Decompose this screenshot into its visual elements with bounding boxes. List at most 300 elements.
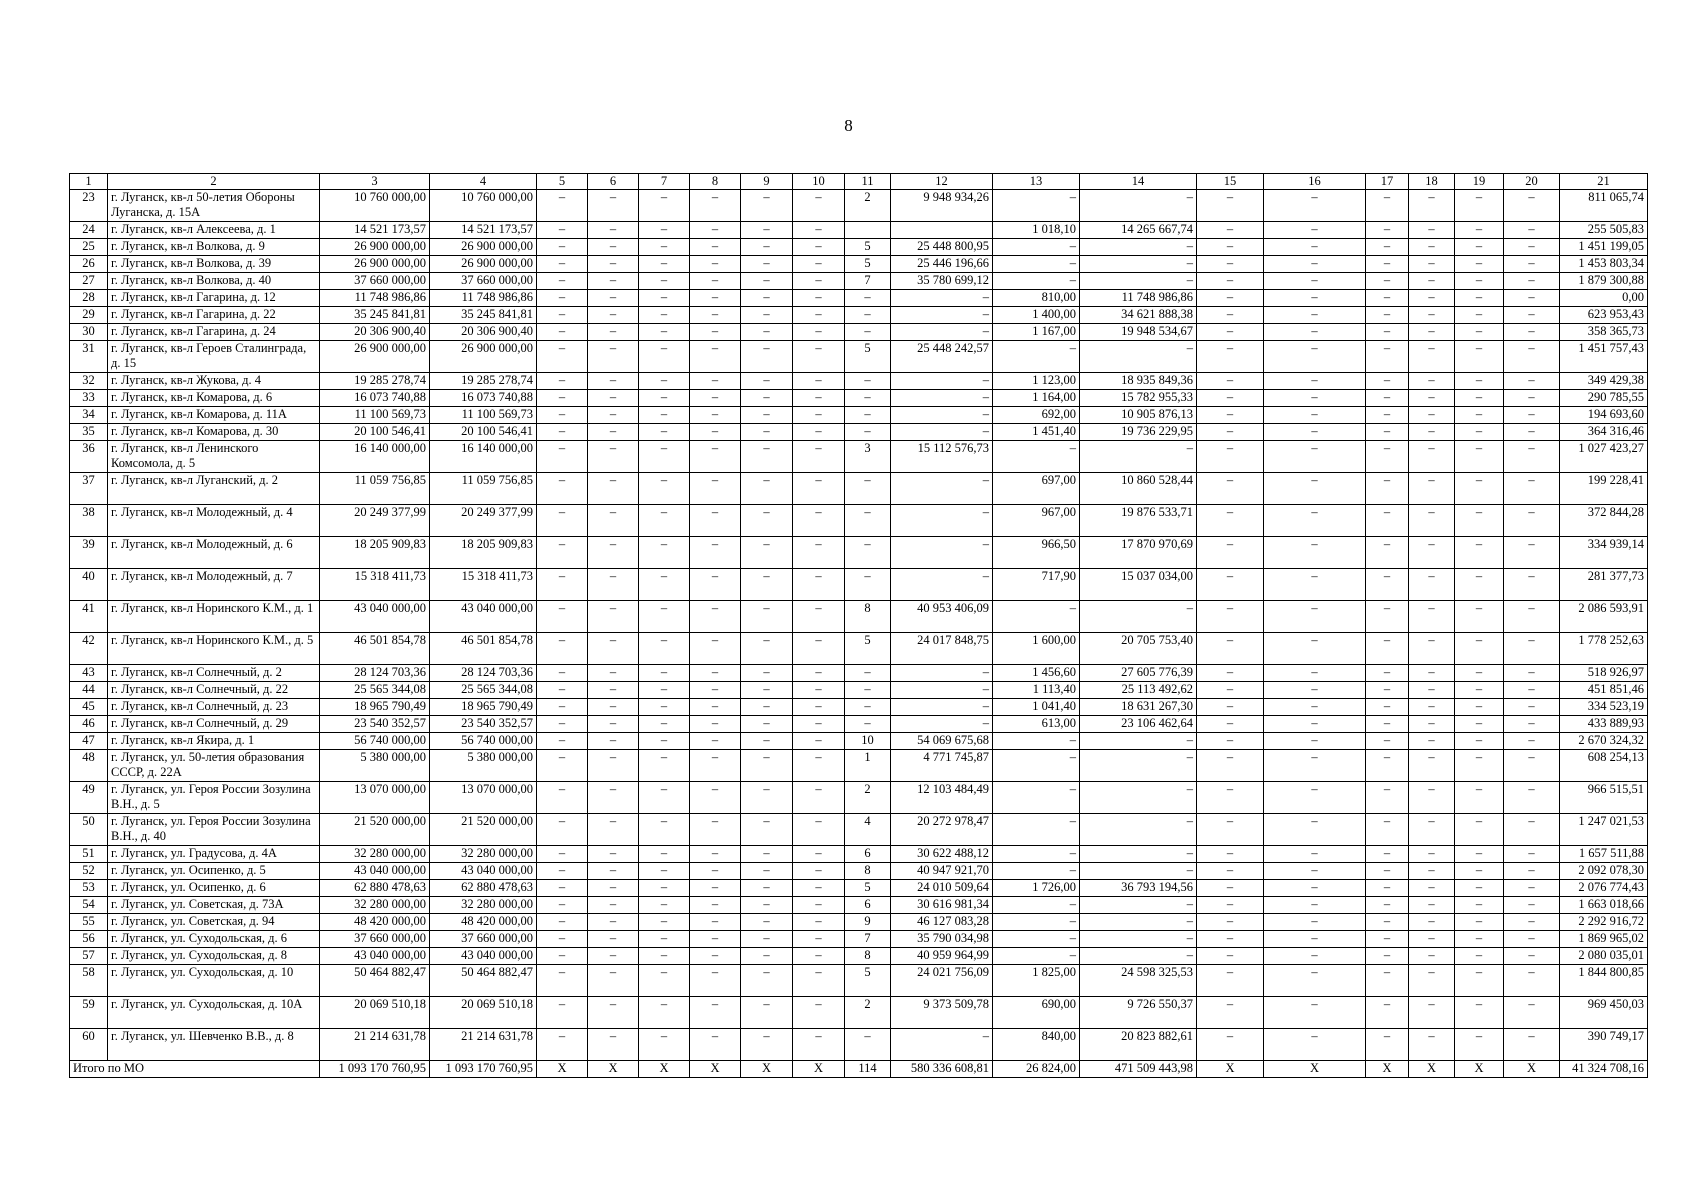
address-cell: г. Луганск, кв-л Комарова, д. 30 [108,424,320,441]
dash-cell: – [1409,473,1455,505]
value-cell: 21 520 000,00 [320,814,430,846]
dash-cell: – [537,716,588,733]
table-row [70,190,1648,222]
dash-cell: – [639,407,690,424]
dash-cell: – [639,569,690,601]
count-cell: – [845,324,891,341]
address-cell: г. Луганск, кв-л 50-летия Обороны Луганска, д. 15А [108,190,320,222]
dash-cell: – [639,341,690,373]
dash-cell: – [639,1029,690,1061]
dash-cell: – [1455,390,1504,407]
dash-cell: – [741,880,793,897]
dash-cell: – [690,846,741,863]
dash-cell: – [1455,273,1504,290]
dash-cell: – [741,682,793,699]
dash-cell: – [1504,782,1560,814]
dash-cell: – [793,222,845,239]
dash-cell: – [1455,880,1504,897]
table-row [70,716,1648,733]
value-cell: 19 285 278,74 [430,373,537,390]
value-cell: 25 446 196,66 [891,256,993,273]
dash-cell: – [1409,931,1455,948]
table-row [70,1029,1648,1061]
dash-cell: – [741,273,793,290]
value-cell: 35 245 841,81 [320,307,430,324]
value-cell: 2 092 078,30 [1560,863,1648,880]
table-row [70,948,1648,965]
dash-cell: – [793,537,845,569]
table-row [70,222,1648,239]
value-cell: 15 318 411,73 [320,569,430,601]
value-cell: 9 948 934,26 [891,190,993,222]
dash-cell: – [537,601,588,633]
dash-cell: – [537,948,588,965]
address-cell: г. Луганск, кв-л Солнечный, д. 23 [108,699,320,716]
dash-cell: – [588,390,639,407]
table-row [70,441,1648,473]
dash-cell: – [1455,863,1504,880]
dash-cell: – [1264,814,1366,846]
count-cell: 2 [845,190,891,222]
dash-cell: – [1197,222,1264,239]
area-cell: – [993,846,1080,863]
table-row [70,407,1648,424]
dash-cell: – [1264,914,1366,931]
value-cell: 12 103 484,49 [891,782,993,814]
area-cell: 1 600,00 [993,633,1080,665]
dash-cell: – [1504,601,1560,633]
dash-cell: – [1197,190,1264,222]
table-body [70,174,1648,1078]
dash-cell: – [537,914,588,931]
area-cell: – [993,750,1080,782]
dash-cell: – [1264,373,1366,390]
address-cell: г. Луганск, кв-л Норинского К.М., д. 1 [108,601,320,633]
dash-cell: – [1504,473,1560,505]
dash-cell: – [1197,407,1264,424]
dash-cell: – [741,239,793,256]
column-header: 15 [1197,174,1264,190]
dash-cell: – [793,190,845,222]
value-cell: 15 037 034,00 [1080,569,1197,601]
dash-cell: – [1197,965,1264,997]
dash-cell: – [690,569,741,601]
dash-cell: – [639,441,690,473]
value-cell: – [1080,931,1197,948]
dash-cell: – [588,273,639,290]
dash-cell: – [1504,814,1560,846]
dash-cell: – [1264,665,1366,682]
dash-cell: – [537,569,588,601]
dash-cell: – [537,273,588,290]
area-cell: – [993,863,1080,880]
column-header: 17 [1366,174,1409,190]
x-cell: X [1504,1061,1560,1078]
dash-cell: – [793,441,845,473]
dash-cell: – [1409,273,1455,290]
column-header: 14 [1080,174,1197,190]
dash-cell: – [741,733,793,750]
total-value-cell: 1 093 170 760,95 [320,1061,430,1078]
count-cell: 7 [845,931,891,948]
dash-cell: – [1455,814,1504,846]
table-row [70,537,1648,569]
dash-cell: – [1366,473,1409,505]
value-cell: 37 660 000,00 [430,931,537,948]
table-row [70,931,1648,948]
dash-cell: – [1197,307,1264,324]
dash-cell: – [1197,473,1264,505]
dash-cell: – [741,424,793,441]
count-cell: – [845,424,891,441]
dash-cell: – [639,256,690,273]
value-cell: 40 953 406,09 [891,601,993,633]
row-number-cell: 56 [70,931,108,948]
row-number-cell: 32 [70,373,108,390]
dash-cell: – [1455,324,1504,341]
dash-cell: – [1455,665,1504,682]
row-number-cell: 26 [70,256,108,273]
value-cell: 26 900 000,00 [430,256,537,273]
dash-cell: – [1366,290,1409,307]
dash-cell: – [1264,537,1366,569]
dash-cell: – [1197,256,1264,273]
value-cell: 48 420 000,00 [320,914,430,931]
dash-cell: – [588,914,639,931]
dash-cell: – [537,424,588,441]
value-cell: 15 782 955,33 [1080,390,1197,407]
dash-cell: – [1504,914,1560,931]
area-cell: 1 400,00 [993,307,1080,324]
dash-cell: – [741,699,793,716]
dash-cell: – [1264,307,1366,324]
area-cell: – [993,782,1080,814]
dash-cell: – [1264,424,1366,441]
value-cell: 18 631 267,30 [1080,699,1197,716]
count-cell: 9 [845,914,891,931]
dash-cell: – [588,750,639,782]
area-cell: – [993,190,1080,222]
dash-cell: – [690,390,741,407]
value-cell: – [1080,190,1197,222]
value-cell: – [891,569,993,601]
dash-cell: – [1504,633,1560,665]
dash-cell: – [1366,997,1409,1029]
dash-cell: – [537,537,588,569]
dash-cell: – [1504,931,1560,948]
value-cell: 30 622 488,12 [891,846,993,863]
dash-cell: – [1366,914,1409,931]
dash-cell: – [1366,665,1409,682]
dash-cell: – [1409,733,1455,750]
dash-cell: – [1197,505,1264,537]
dash-cell: – [639,880,690,897]
dash-cell: – [1455,537,1504,569]
dash-cell: – [1366,846,1409,863]
dash-cell: – [690,505,741,537]
value-cell: 451 851,46 [1560,682,1648,699]
dash-cell: – [1504,537,1560,569]
table-row [70,290,1648,307]
dash-cell: – [793,373,845,390]
value-cell: 1 844 800,85 [1560,965,1648,997]
count-cell: 6 [845,846,891,863]
dash-cell: – [1366,863,1409,880]
value-cell: – [891,390,993,407]
dash-cell: – [690,965,741,997]
value-cell: 16 073 740,88 [320,390,430,407]
count-cell: 5 [845,256,891,273]
dash-cell: – [1366,601,1409,633]
value-cell: – [1080,441,1197,473]
dash-cell: – [537,846,588,863]
area-cell: 1 825,00 [993,965,1080,997]
dash-cell: – [639,716,690,733]
value-cell: 62 880 478,63 [430,880,537,897]
value-cell: 25 565 344,08 [320,682,430,699]
value-cell: 20 272 978,47 [891,814,993,846]
dash-cell: – [1409,699,1455,716]
value-cell: 25 448 800,95 [891,239,993,256]
count-cell: – [845,569,891,601]
count-cell: – [845,716,891,733]
value-cell: – [891,307,993,324]
dash-cell: – [741,473,793,505]
value-cell: 46 127 083,28 [891,914,993,931]
address-cell: г. Луганск, ул. Героя России Зозулина В.Н., д. 40 [108,814,320,846]
dash-cell: – [639,699,690,716]
value-cell: 1 869 965,02 [1560,931,1648,948]
dash-cell: – [1264,273,1366,290]
value-cell: 56 740 000,00 [320,733,430,750]
value-cell: 36 793 194,56 [1080,880,1197,897]
dash-cell: – [741,948,793,965]
dash-cell: – [588,190,639,222]
dash-cell: – [1264,897,1366,914]
address-cell: г. Луганск, кв-л Луганский, д. 2 [108,473,320,505]
value-cell: 16 073 740,88 [430,390,537,407]
dash-cell: – [639,965,690,997]
dash-cell: – [1455,897,1504,914]
dash-cell: – [537,307,588,324]
dash-cell: – [1455,290,1504,307]
dash-cell: – [1366,782,1409,814]
value-cell: 811 065,74 [1560,190,1648,222]
value-cell: – [891,505,993,537]
dash-cell: – [1409,407,1455,424]
dash-cell: – [1409,914,1455,931]
row-number-cell: 38 [70,505,108,537]
count-cell: – [845,699,891,716]
table-row [70,914,1648,931]
dash-cell: – [1264,601,1366,633]
dash-cell: – [1504,441,1560,473]
dash-cell: – [1197,682,1264,699]
row-number-cell: 31 [70,341,108,373]
dash-cell: – [690,699,741,716]
dash-cell: – [690,997,741,1029]
dash-cell: – [793,256,845,273]
column-header: 20 [1504,174,1560,190]
column-header: 1 [70,174,108,190]
value-cell: 11 059 756,85 [430,473,537,505]
dash-cell: – [537,665,588,682]
dash-cell: – [588,997,639,1029]
value-cell: 32 280 000,00 [430,846,537,863]
dash-cell: – [1504,716,1560,733]
value-cell: 20 069 510,18 [430,997,537,1029]
dash-cell: – [1504,407,1560,424]
area-cell: 1 167,00 [993,324,1080,341]
dash-cell: – [1504,880,1560,897]
dash-cell: – [1264,1029,1366,1061]
value-cell: 40 959 964,99 [891,948,993,965]
dash-cell: – [639,473,690,505]
value-cell: 1 879 300,88 [1560,273,1648,290]
dash-cell: – [1197,390,1264,407]
value-cell: 17 870 970,69 [1080,537,1197,569]
dash-cell: – [741,222,793,239]
value-cell: 13 070 000,00 [430,782,537,814]
value-cell: 199 228,41 [1560,473,1648,505]
dash-cell: – [1504,307,1560,324]
count-cell: 5 [845,633,891,665]
dash-cell: – [690,1029,741,1061]
dash-cell: – [1455,782,1504,814]
dash-cell: – [1409,750,1455,782]
dash-cell: – [1197,750,1264,782]
dash-cell: – [639,633,690,665]
dash-cell: – [1197,880,1264,897]
dash-cell: – [588,569,639,601]
dash-cell: – [588,505,639,537]
dash-cell: – [1455,682,1504,699]
value-cell: 1 663 018,66 [1560,897,1648,914]
value-cell: 16 140 000,00 [430,441,537,473]
dash-cell: – [793,782,845,814]
total-value-cell: 1 093 170 760,95 [430,1061,537,1078]
dash-cell: – [1366,1029,1409,1061]
header-row [70,174,1648,190]
value-cell: – [1080,814,1197,846]
dash-cell: – [1366,341,1409,373]
row-number-cell: 29 [70,307,108,324]
value-cell: 28 124 703,36 [320,665,430,682]
dash-cell: – [537,997,588,1029]
dash-cell: – [1455,341,1504,373]
dash-cell: – [1504,997,1560,1029]
dash-cell: – [1366,424,1409,441]
row-number-cell: 59 [70,997,108,1029]
count-cell: – [845,390,891,407]
value-cell: – [891,1029,993,1061]
value-cell: 15 112 576,73 [891,441,993,473]
dash-cell: – [793,750,845,782]
count-cell: 3 [845,441,891,473]
dash-cell: – [1455,473,1504,505]
address-cell: г. Луганск, ул. Осипенко, д. 5 [108,863,320,880]
row-number-cell: 46 [70,716,108,733]
dash-cell: – [1409,814,1455,846]
value-cell: 25 565 344,08 [430,682,537,699]
address-cell: г. Луганск, ул. Градусова, д. 4А [108,846,320,863]
dash-cell: – [639,190,690,222]
dash-cell: – [793,473,845,505]
dash-cell: – [741,997,793,1029]
area-cell: – [993,948,1080,965]
value-cell: 5 380 000,00 [320,750,430,782]
value-cell: 969 450,03 [1560,997,1648,1029]
table-row [70,699,1648,716]
area-cell: 690,00 [993,997,1080,1029]
column-header: 11 [845,174,891,190]
table-row [70,733,1648,750]
count-cell: – [845,307,891,324]
dash-cell: – [793,239,845,256]
dash-cell: – [1197,239,1264,256]
dash-cell: – [537,341,588,373]
dash-cell: – [793,682,845,699]
dash-cell: – [639,782,690,814]
value-cell: 10 760 000,00 [320,190,430,222]
value-cell: 35 790 034,98 [891,931,993,948]
area-cell: 697,00 [993,473,1080,505]
value-cell: 2 292 916,72 [1560,914,1648,931]
value-cell: 19 876 533,71 [1080,505,1197,537]
column-header: 5 [537,174,588,190]
dash-cell: – [793,931,845,948]
value-cell: 23 106 462,64 [1080,716,1197,733]
area-cell: 1 123,00 [993,373,1080,390]
dash-cell: – [639,390,690,407]
dash-cell: – [1504,222,1560,239]
dash-cell: – [1504,733,1560,750]
value-cell: 62 880 478,63 [320,880,430,897]
value-cell: – [1080,782,1197,814]
dash-cell: – [639,863,690,880]
dash-cell: – [1197,341,1264,373]
dash-cell: – [793,997,845,1029]
value-cell: 48 420 000,00 [430,914,537,931]
dash-cell: – [588,239,639,256]
area-cell: – [993,239,1080,256]
dash-cell: – [588,473,639,505]
dash-cell: – [1264,407,1366,424]
value-cell: 50 464 882,47 [430,965,537,997]
address-cell: г. Луганск, кв-л Молодежный, д. 6 [108,537,320,569]
dash-cell: – [1409,601,1455,633]
value-cell: 35 245 841,81 [430,307,537,324]
dash-cell: – [1409,190,1455,222]
dash-cell: – [588,716,639,733]
address-cell: г. Луганск, ул. Суходольская, д. 6 [108,931,320,948]
value-cell: 23 540 352,57 [320,716,430,733]
dash-cell: – [741,390,793,407]
value-cell: 2 670 324,32 [1560,733,1648,750]
value-cell: – [1080,601,1197,633]
row-number-cell: 44 [70,682,108,699]
dash-cell: – [588,782,639,814]
dash-cell: – [1366,505,1409,537]
address-cell: г. Луганск, кв-л Жукова, д. 4 [108,373,320,390]
value-cell: 24 598 325,53 [1080,965,1197,997]
count-cell: 4 [845,814,891,846]
dash-cell: – [690,633,741,665]
dash-cell: – [537,190,588,222]
value-cell: 21 214 631,78 [320,1029,430,1061]
table-row [70,750,1648,782]
dash-cell: – [1264,473,1366,505]
